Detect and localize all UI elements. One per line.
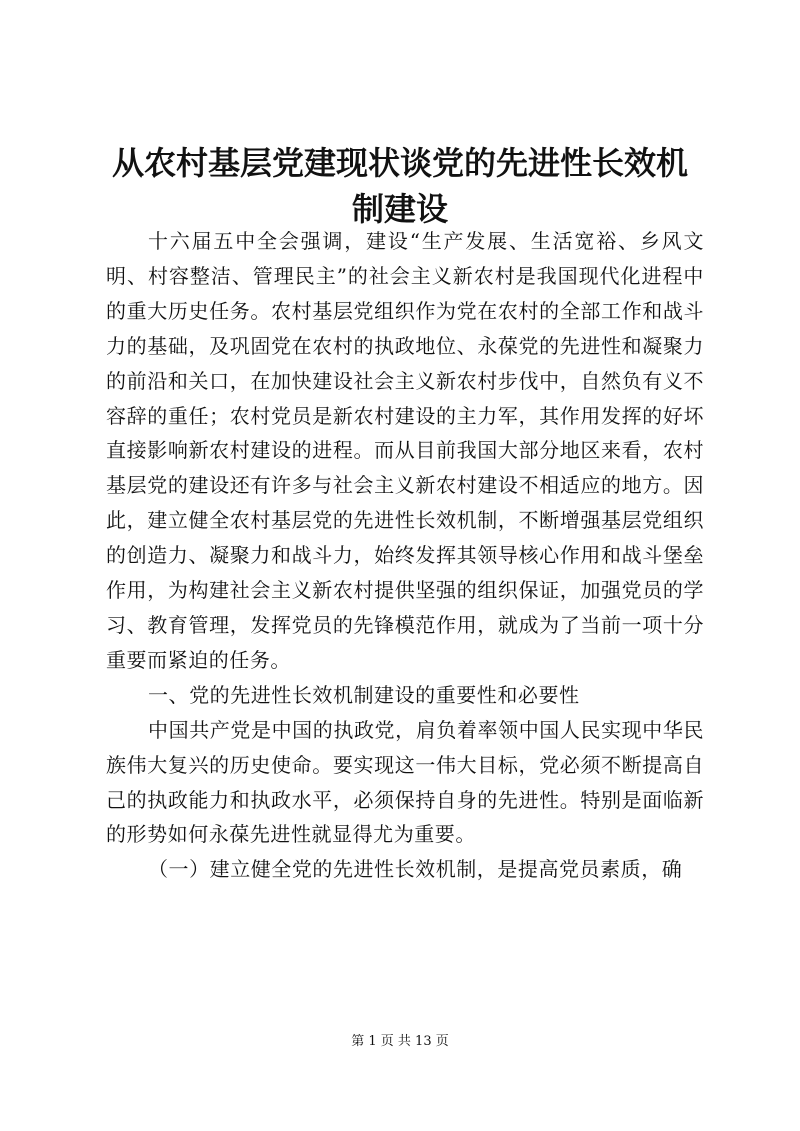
document-body <box>106 224 704 887</box>
page-footer: 第 1 页 共 13 页 <box>351 1034 449 1049</box>
document-title: 从农村基层党建现状谈党的先进性长效机制建设 <box>111 144 688 228</box>
section-heading-1: 一、党的先进性长效机制建设的重要性和必要性 <box>148 682 580 707</box>
subsection-heading-1: （一）建立健全党的先进性长效机制，是提高党员素质，确 <box>148 857 683 882</box>
intro-paragraph: 十六届五中全会强调，建设“生产发展、生活宽裕、乡风文明、村容整洁、管理民主”的社会主义新农村是我国现代化进程中的重大历史任务。农村基层党组织作为党在农村的全部工作和战斗力的基础，及巩固党在农村的执政地位、永葆党的先进性和凝聚力的前沿和关口，在加快建设社会主义新农村步伐中，自然负有义不容辞的重任；农村党员是新农村建设的主力军，其作用发挥的好坏直接影响新农村建设的进程。而从目前我国大部分地区来看，农村基层党的建设还有许多与社会主义新农村建设不相适应的地方。因此，建立健全农村基层党的先进性长效机制，不断增强基层党组织的创造力、凝聚力和战斗力，始终发挥其领导核心作用和战斗堡垒作用，为构建社会主义新农村提供坚强的组织保证，加强党员的学习、教育管理，发挥党员的先锋模范作用，就成为了当前一项十分重要而紧迫的任务。 <box>106 229 704 672</box>
body-paragraph: 中国共产党是中国的执政党，肩负着率领中国人民实现中华民族伟大复兴的历史使命。要实现这一伟大目标，党必须不断提高自己的执政能力和执政水平，必须保持自身的先进性。特别是面临新的形势如何永葆先进性就显得尤为重要。 <box>106 717 704 847</box>
